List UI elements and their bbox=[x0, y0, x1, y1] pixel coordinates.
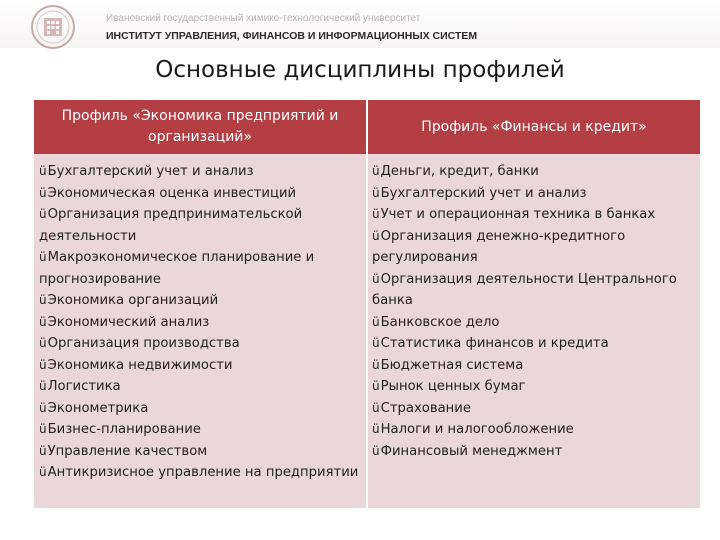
list-item bbox=[372, 441, 696, 463]
discipline-label: Макроэкономическое планирование и прогнозирование bbox=[39, 250, 315, 287]
discipline-label: Логистика bbox=[47, 379, 121, 394]
checkmark-bullet: ü bbox=[372, 164, 380, 178]
checkmark-bullet: ü bbox=[39, 293, 47, 307]
checkmark-bullet: ü bbox=[39, 443, 47, 458]
list-item bbox=[372, 269, 696, 312]
checkmark-bullet: ü bbox=[39, 422, 47, 436]
checkmark-bullet: ü bbox=[372, 314, 380, 329]
discipline-label: Организация денежно-кредитного регулирования bbox=[372, 228, 626, 265]
checkmark-bullet: ü bbox=[372, 336, 380, 350]
list-item bbox=[39, 161, 362, 183]
list-item bbox=[39, 204, 362, 247]
checkmark-bullet: ü bbox=[39, 185, 47, 200]
checkmark-bullet: ü bbox=[39, 250, 47, 264]
checkmark-bullet: ü bbox=[372, 207, 380, 221]
list-item bbox=[372, 355, 696, 377]
list-item bbox=[39, 333, 362, 355]
list-item bbox=[39, 247, 362, 290]
table-row bbox=[34, 154, 700, 508]
list-item bbox=[39, 312, 362, 334]
discipline-label: Бухгалтерский учет и анализ bbox=[380, 185, 587, 201]
discipline-label: Бизнес-планирование bbox=[47, 422, 201, 437]
list-item bbox=[39, 419, 362, 441]
list-item bbox=[372, 183, 696, 205]
discipline-label: Бюджетная система bbox=[380, 357, 524, 373]
discipline-list-finance bbox=[367, 154, 700, 508]
profile-header-finance: Профиль «Финансы и кредит» bbox=[367, 100, 700, 154]
list-item bbox=[39, 183, 362, 205]
checkmark-bullet: ü bbox=[372, 357, 380, 372]
checkmark-bullet: ü bbox=[372, 422, 380, 436]
list-item bbox=[372, 161, 696, 183]
list-item bbox=[39, 376, 362, 398]
list-item bbox=[372, 204, 696, 226]
checkmark-bullet: ü bbox=[39, 400, 47, 415]
discipline-label: Финансовый менеджмент bbox=[380, 443, 563, 459]
checkmark-bullet: ü bbox=[39, 336, 47, 350]
checkmark-bullet: ü bbox=[39, 164, 47, 178]
page-title: Основные дисциплины профилей bbox=[155, 57, 565, 83]
discipline-list-economics bbox=[34, 154, 367, 508]
discipline-label: Статистика финансов и кредита bbox=[380, 336, 609, 351]
list-item bbox=[372, 312, 696, 334]
discipline-label: Экономика организаций bbox=[47, 293, 219, 308]
discipline-label: Организация предпринимательской деятельности bbox=[39, 207, 303, 244]
list-item bbox=[39, 290, 362, 312]
discipline-label: Рынок ценных бумаг bbox=[380, 379, 526, 394]
checkmark-bullet: ü bbox=[39, 357, 47, 372]
discipline-label: Организация производства bbox=[47, 336, 240, 351]
list-item bbox=[372, 226, 696, 269]
checkmark-bullet: ü bbox=[372, 400, 380, 415]
discipline-label: Бухгалтерский учет и анализ bbox=[47, 164, 254, 179]
checkmark-bullet: ü bbox=[372, 379, 380, 393]
discipline-label: Экономическая оценка инвестиций bbox=[47, 185, 297, 201]
table-header-row bbox=[34, 100, 700, 154]
checkmark-bullet: ü bbox=[39, 465, 47, 479]
checkmark-bullet: ü bbox=[39, 207, 47, 221]
checkmark-bullet: ü bbox=[39, 379, 47, 393]
university-name: Ивановский государственный химико-технологический университет bbox=[106, 13, 421, 24]
discipline-label: Управление качеством bbox=[47, 443, 208, 459]
list-item bbox=[372, 419, 696, 441]
university-emblem-icon bbox=[30, 3, 76, 51]
discipline-label: Страхование bbox=[380, 400, 471, 416]
list-item bbox=[39, 355, 362, 377]
list-item bbox=[372, 376, 696, 398]
discipline-label: Деньги, кредит, банки bbox=[380, 164, 539, 179]
list-item bbox=[39, 398, 362, 420]
discipline-label: Учет и операционная техника в банках bbox=[380, 207, 656, 222]
profiles-table bbox=[34, 100, 700, 508]
checkmark-bullet: ü bbox=[39, 314, 47, 329]
list-item bbox=[372, 333, 696, 355]
list-item bbox=[39, 441, 362, 463]
list-item bbox=[372, 398, 696, 420]
discipline-label: Антикризисное управление на предприятии bbox=[47, 465, 359, 480]
discipline-label: Эконометрика bbox=[47, 400, 149, 416]
checkmark-bullet: ü bbox=[372, 271, 380, 286]
checkmark-bullet: ü bbox=[372, 228, 380, 243]
discipline-label: Экономический анализ bbox=[47, 314, 210, 330]
discipline-label: Организация деятельности Центрального банка bbox=[372, 271, 677, 308]
list-item bbox=[39, 462, 362, 484]
profile-header-economics: Профиль «Экономика предприятий и организаций» bbox=[34, 100, 367, 154]
checkmark-bullet: ü bbox=[372, 185, 380, 200]
institute-name: ИНСТИТУТ УПРАВЛЕНИЯ, ФИНАНСОВ И ИНФОРМАЦИОННЫХ СИСТЕМ bbox=[106, 30, 478, 42]
discipline-label: Банковское дело bbox=[380, 314, 500, 330]
checkmark-bullet: ü bbox=[372, 443, 380, 458]
discipline-label: Налоги и налогообложение bbox=[380, 422, 574, 437]
discipline-label: Экономика недвижимости bbox=[47, 357, 233, 373]
